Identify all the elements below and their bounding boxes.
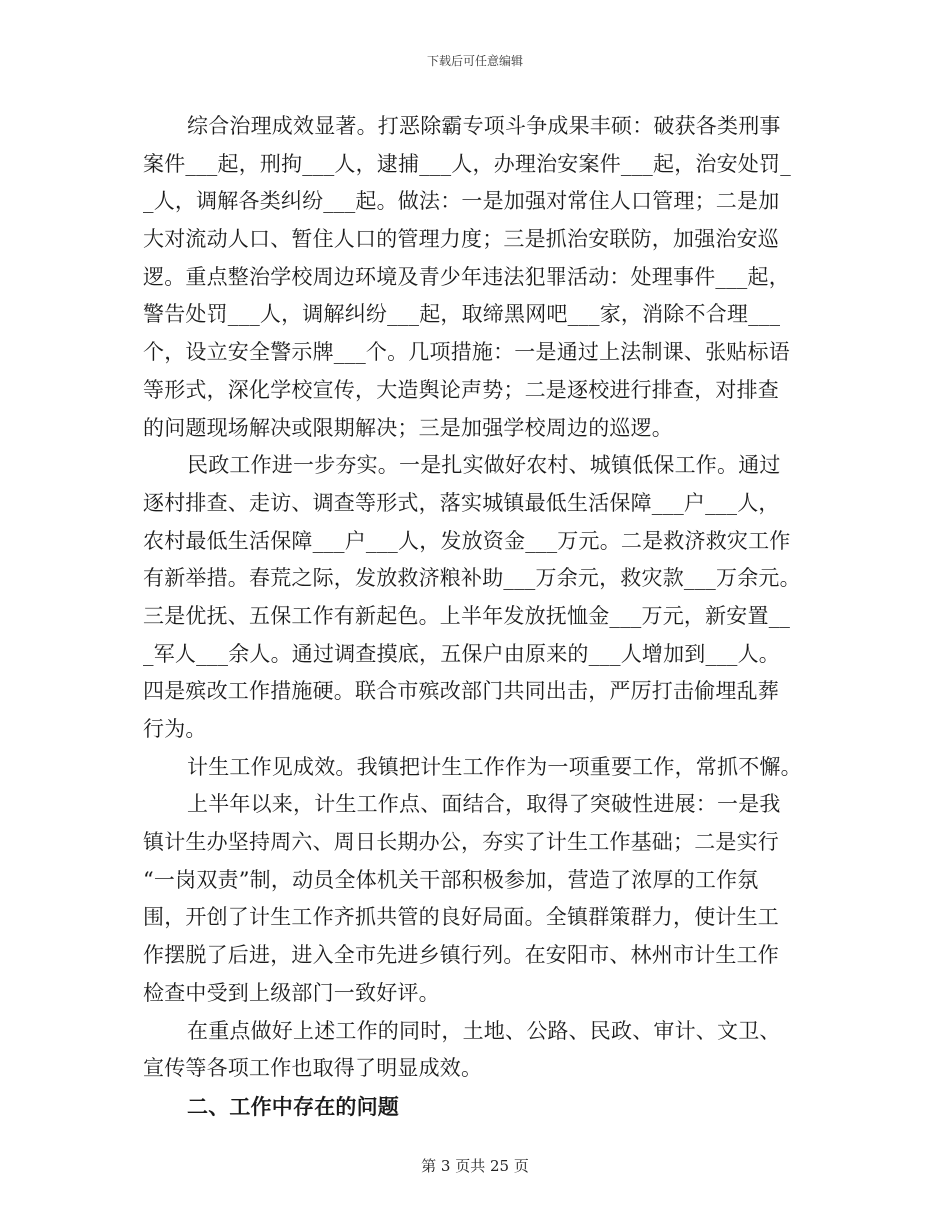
text-line: 等形式，深化学校宣传，大造舆论声势；二是逐校进行排查，对排查 [143, 377, 779, 402]
section-heading: 二、工作中存在的问题 [187, 1093, 399, 1119]
document-body [143, 108, 811, 1126]
text-line: 逐村排查、走访、调查等形式，落实城镇最低生活保障___户___人， [143, 490, 780, 515]
page-footer: 第 3 页共 25 页 [421, 1157, 529, 1175]
text-line: 综合治理成效显著。打恶除霸专项斗争成果丰硕：破获各类刑事 [187, 114, 781, 138]
text-line: 镇计生办坚持周六、周日长期办公，夯实了计生工作基础；二是实行 [143, 830, 779, 855]
text-line: 作摆脱了后进，进入全市先进乡镇行列。在安阳市、林州市计生工作 [143, 943, 779, 968]
text-line: 农村最低生活保障___户___人，发放资金___万元。二是救济救灾工作 [143, 528, 791, 553]
text-line: 个，设立安全警示牌___个。几项措施：一是通过上法制课、张贴标语 [143, 340, 790, 365]
text-line: “一岗双责”制，动员全体机关干部积极参加，营造了浓厚的工作氛 [143, 867, 759, 892]
text-line: _军人___余人。通过调查摸底，五保户由原来的___人增加到___人。 [143, 641, 780, 666]
text-line: 有新举措。春荒之际，发放救济粮补助___万余元，救灾款___万余元。 [143, 566, 801, 591]
text-line: 的问题现场解决或限期解决；三是加强学校周边的巡逻。 [143, 415, 673, 440]
page-header: 下载后可任意编辑 [426, 54, 523, 68]
text-line: 案件___起，刑拘___人，逮捕___人，办理治安案件___起，治安处罚_ [143, 151, 791, 176]
text-line: 计生工作见成效。我镇把计生工作作为一项重要工作，常抓不懈。 [187, 754, 802, 779]
text-line: 在重点做好上述工作的同时，土地、公路、民政、审计、文卫、 [187, 1018, 781, 1043]
text-line: 警告处罚___人，调解纠纷___起，取缔黑网吧___家，消除不合理___ [143, 302, 781, 327]
text-line: 上半年以来，计生工作点、面结合，取得了突破性进展：一是我 [187, 792, 781, 817]
text-line: 逻。重点整治学校周边环境及青少年违法犯罪活动：处理事件___起， [143, 264, 790, 289]
text-line: 围，开创了计生工作齐抓共管的良好局面。全镇群策群力，使计生工 [143, 905, 779, 930]
text-line: 行为。 [143, 717, 207, 741]
text-line: 宣传等各项工作也取得了明显成效。 [143, 1056, 483, 1081]
text-line: 检查中受到上级部门一致好评。 [143, 980, 440, 1005]
text-line: 大对流动人口、暂住人口的管理力度；三是抓治安联防，加强治安巡 [143, 227, 779, 252]
text-line: 三是优抚、五保工作有新起色。上半年发放抚恤金___万元，新安置__ [143, 603, 791, 628]
text-line: _人，调解各类纠纷___起。做法：一是加强对常住人口管理；二是加 [143, 189, 780, 214]
text-line: 民政工作进一步夯实。一是扎实做好农村、城镇低保工作。通过 [187, 453, 781, 478]
text-line: 四是殡改工作措施硬。联合市殡改部门共同出击，严厉打击偷埋乱葬 [143, 679, 779, 704]
